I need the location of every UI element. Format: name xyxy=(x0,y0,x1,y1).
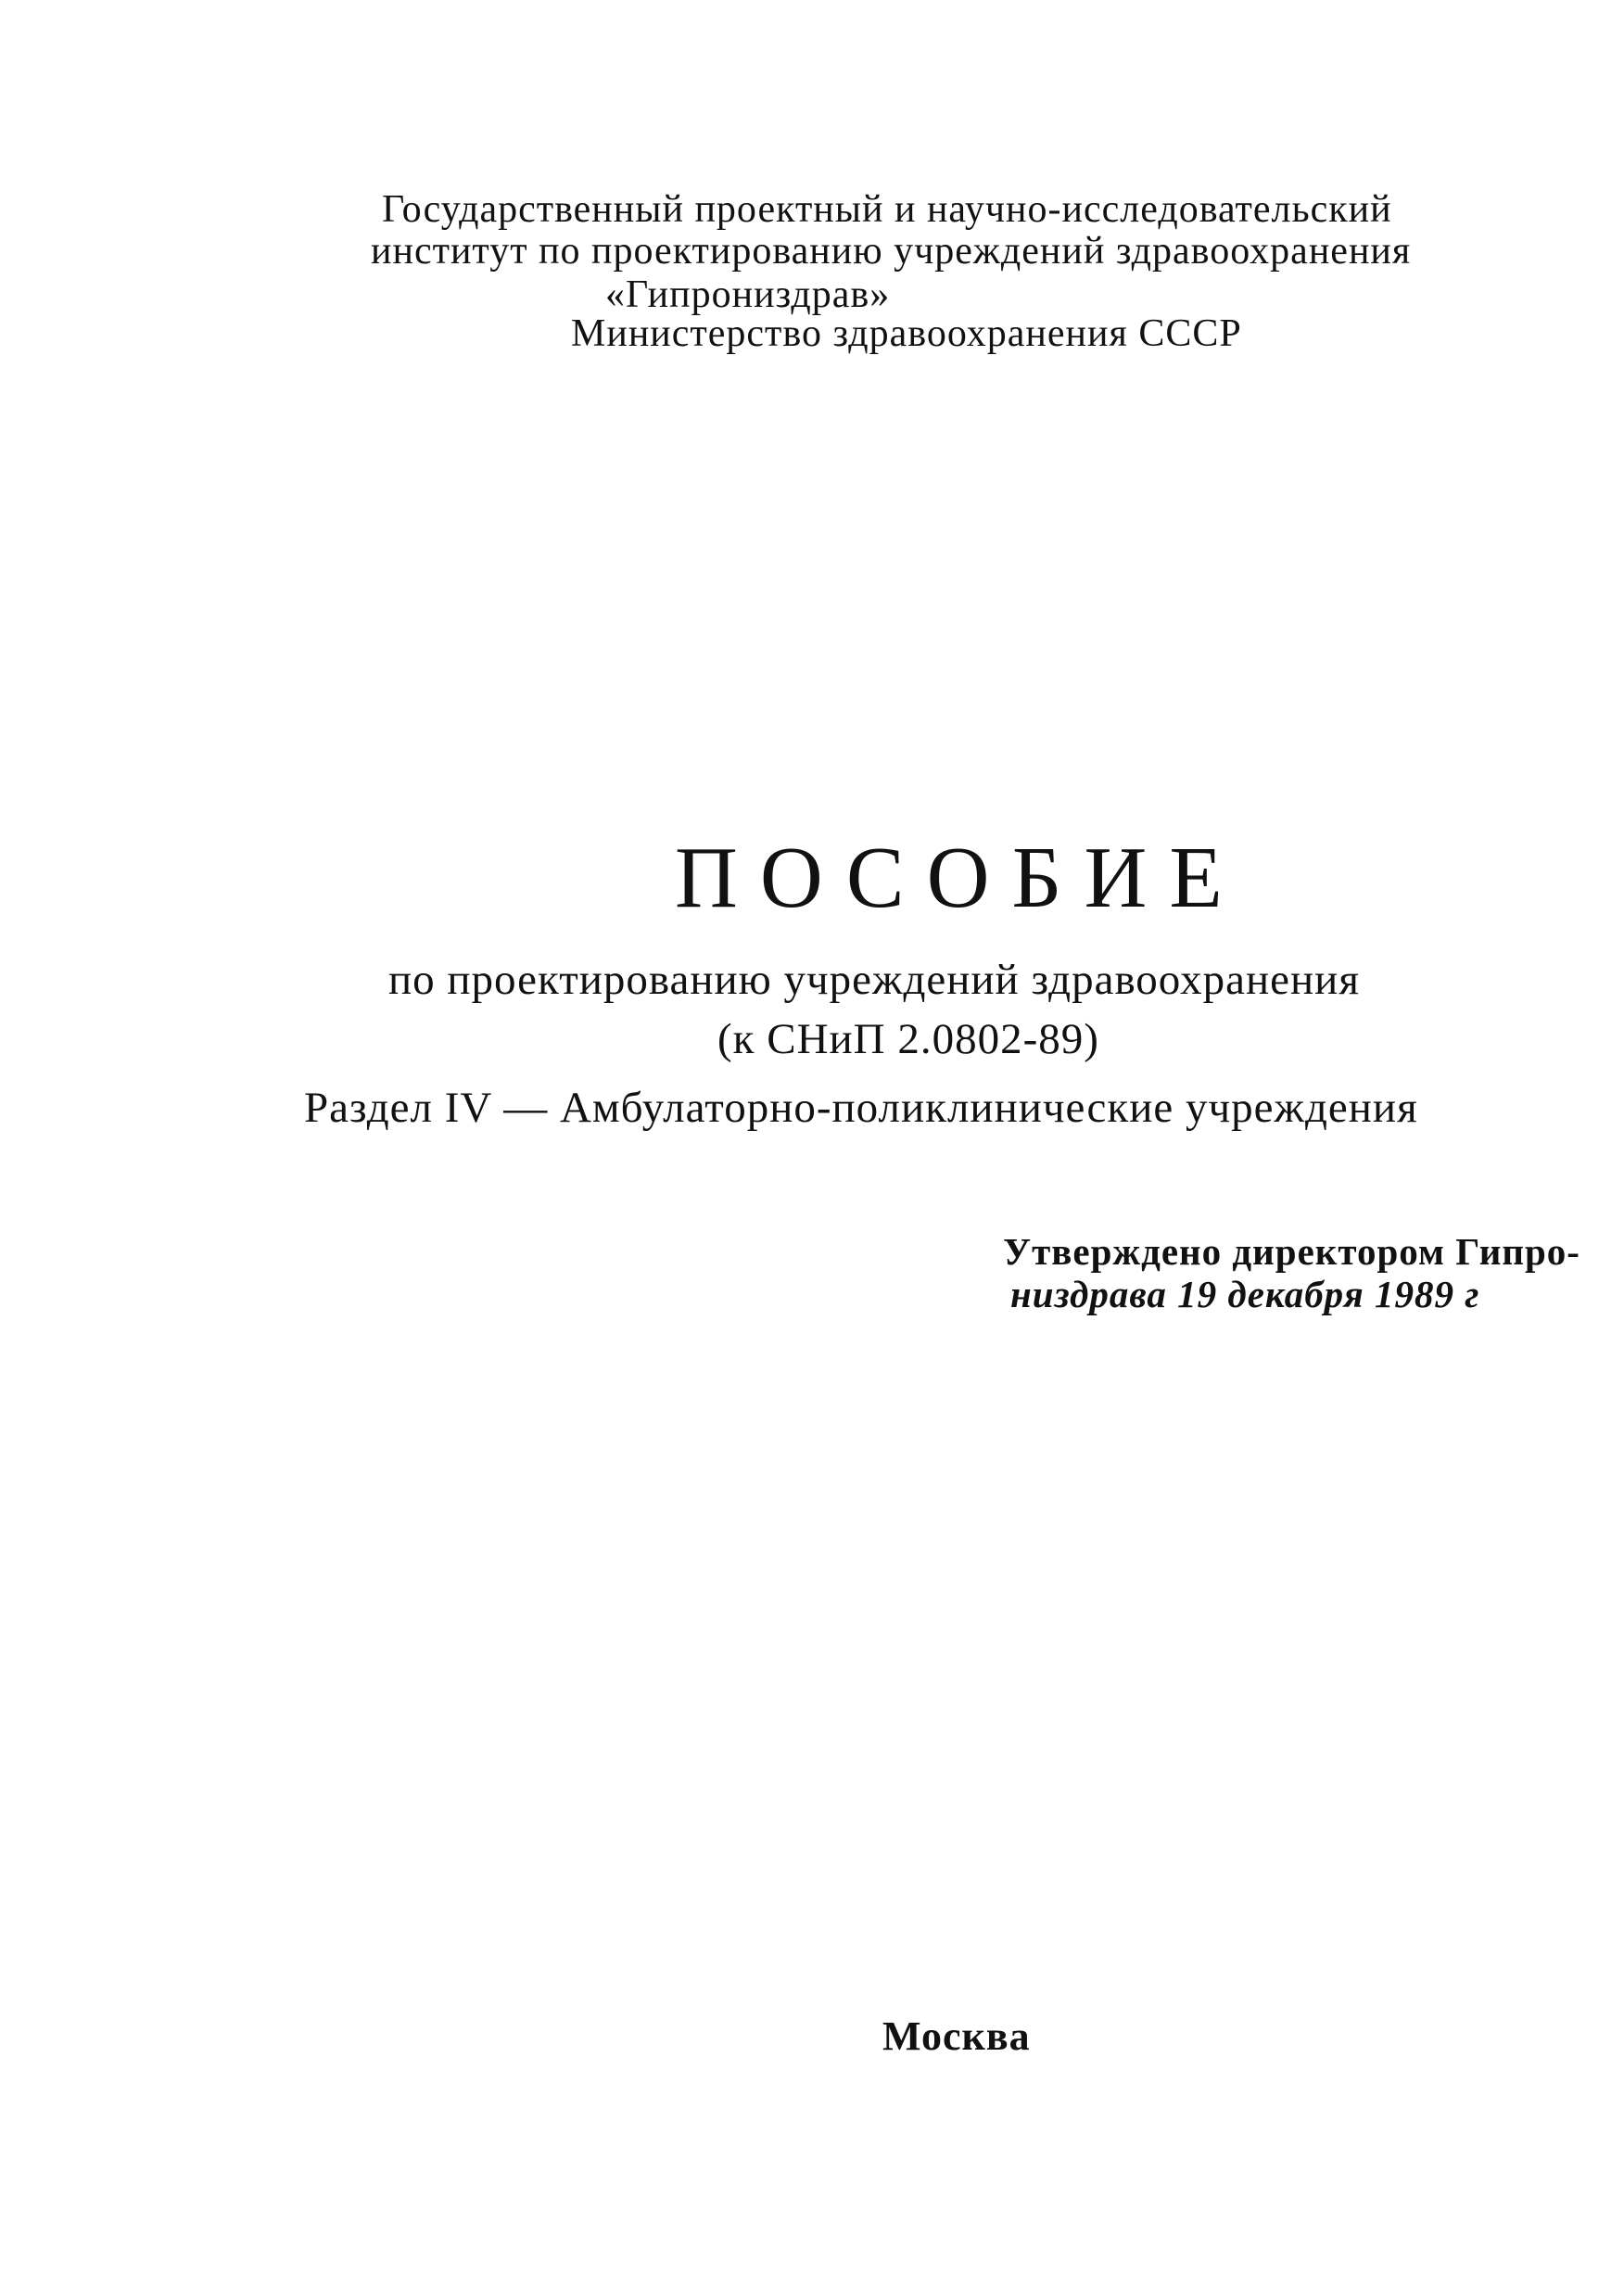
subtitle-line-2: (к СНиП 2.0802-89) xyxy=(717,1015,1099,1063)
institute-name-line-2: институт по проектированию учреждений здравоохранения xyxy=(371,230,1412,273)
institute-name-line-1: Государственный проектный и научно-исследовательский xyxy=(382,188,1392,231)
approval-line-1: Утверждено директором Гипро- xyxy=(1003,1230,1580,1273)
subtitle-line-1: по проектированию учреждений здравоохранения xyxy=(388,956,1360,1004)
institute-short-name: «Гипрониздрав» xyxy=(605,273,891,316)
approval-line-2: низдрава 19 декабря 1989 г xyxy=(1010,1273,1480,1315)
ministry-name: Министерство здравоохранения СССР xyxy=(571,312,1242,355)
section-title: Раздел IV — Амбулаторно-поликлинические учреждения xyxy=(304,1084,1418,1132)
publication-city: Москва xyxy=(882,2013,1031,2059)
document-title: ПОСОБИЕ xyxy=(675,830,1245,926)
